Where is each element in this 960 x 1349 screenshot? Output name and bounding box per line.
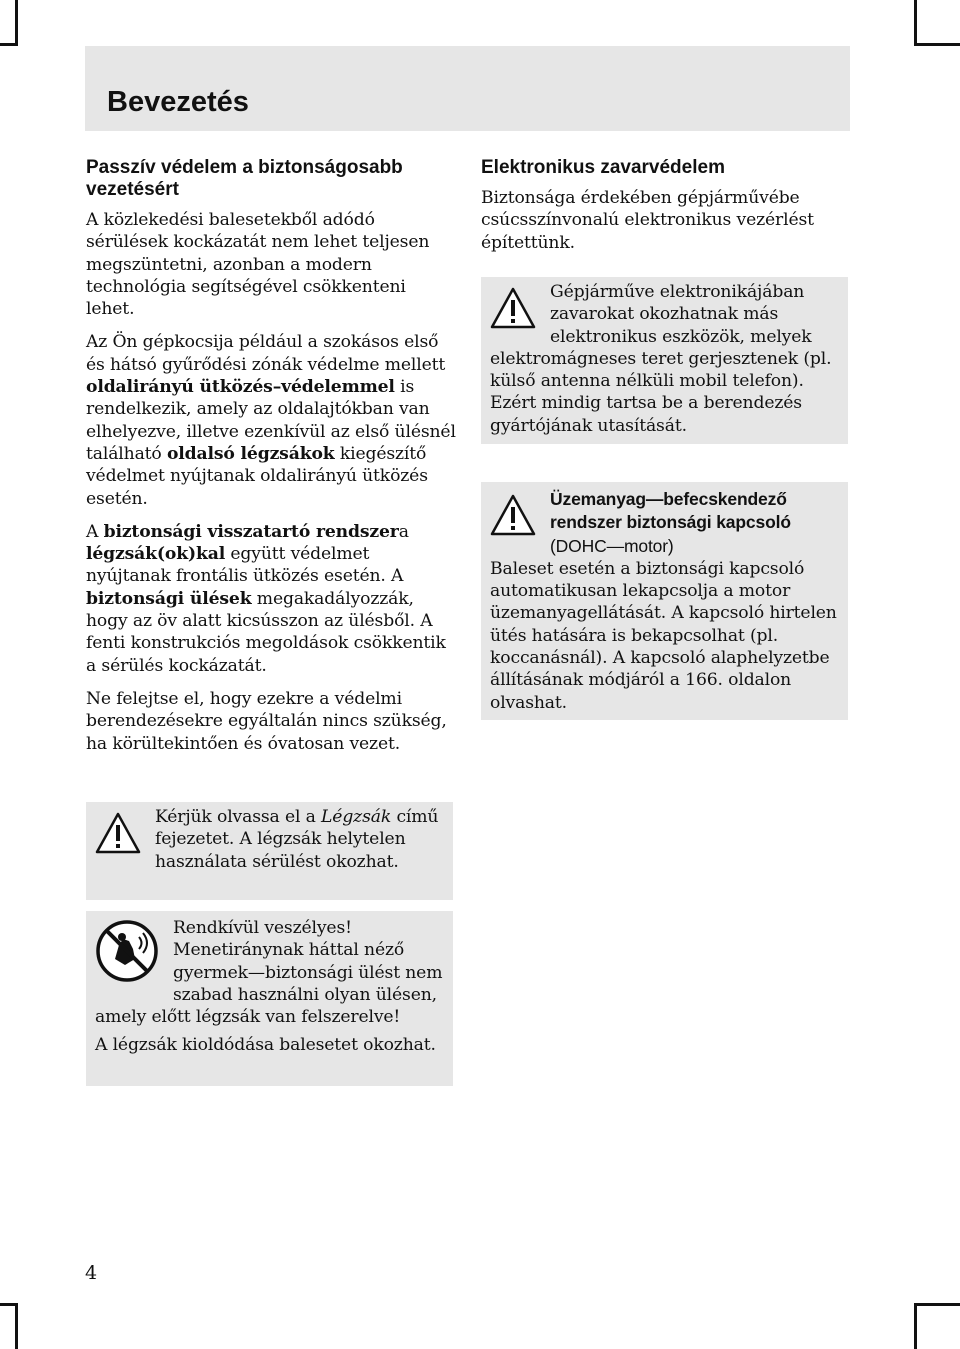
- warning-title-fuel-cutoff-switch: Üzemanyag—befecskendező rendszer biztonsági kapcsoló (DOHC—motor): [550, 489, 791, 556]
- crop-mark-bottom-left-h: [0, 1303, 18, 1306]
- header-band: [85, 46, 850, 131]
- page-title: Bevezetés: [107, 86, 249, 118]
- section-heading-passive-safety: Passzív védelem a biztonságosabb vezetésért: [86, 157, 403, 200]
- paragraph-electronic-control: Biztonsága érdekében gépjárművébe csúcsszínvonalú elektronikus vezérlést építettünk.: [481, 188, 814, 253]
- warning-text-fuel-cutoff-switch: Baleset esetén a biztonsági kapcsoló automatikusan lekapcsolja a motor üzemanyagellátását. A kapcsoló hirtelen ütés hatására is bekapcsolhat (pl. koccanásnál). A kapcsoló alaphelyzetbe állításának módjáról a 166. oldalon olvashat.: [490, 558, 837, 713]
- warning-text-electronic-interference: Gépjárműve elektronikájában zavarokat okozhatnak más elektronikus eszközök, melyek elektromágneses teret gerjesztenek (pl. külső antenna nélküli mobil telefon). Ezért mindig tartsa be a berendezés gyártójának utasítását.: [490, 282, 832, 436]
- crop-mark-top-left-h: [0, 43, 18, 46]
- warning-triangle-icon: [490, 287, 536, 329]
- crop-mark-bottom-left: [15, 1303, 18, 1349]
- warning-text-child-seat: Rendkívül veszélyes! Menetiránynak háttal néző gyermek—biztonsági ülést nem szabad használni olyan ülésen, amely előtt légzsák van felszerelve!: [95, 918, 443, 1028]
- warning-box-airbag-chapter: [86, 802, 453, 900]
- chapter-reference-airbag: Légzsák: [321, 807, 392, 827]
- right-column: [481, 157, 853, 265]
- crop-mark-bottom-right: [914, 1303, 917, 1349]
- crop-mark-top-left: [15, 0, 18, 45]
- warning-box-fuel-cutoff-switch: [481, 482, 848, 720]
- left-column: [86, 157, 458, 766]
- warning-text-airbag-deploy: A légzsák kioldódása balesetet okozhat.: [95, 1035, 436, 1056]
- no-rear-facing-child-seat-icon: [95, 919, 159, 983]
- paragraph-drive-carefully: Ne felejtse el, hogy ezekre a védelmi berendezésekre egyáltalán nincs szükség, ha körültekintően és óvatosan vezet.: [86, 688, 447, 754]
- warning-triangle-icon: [95, 812, 141, 854]
- warning-text-airbag-chapter: Kérjük olvassa el a Légzsák című fejezetet. A légzsák helytelen használata sérülést okozhat.: [155, 807, 439, 872]
- term-safety-seats: biztonsági ülések: [86, 588, 252, 609]
- term-airbags: légzsák(ok)kal: [86, 544, 226, 565]
- warning-box-child-seat: [86, 911, 453, 1086]
- crop-mark-bottom-right-h: [914, 1303, 960, 1306]
- warning-box-electronic-interference: [481, 277, 848, 444]
- paragraph-intro: A közlekedési balesetekből adódó sérülések kockázatát nem lehet teljesen megszüntetni, azonban a modern technológia segítségével csökkenteni lehet.: [86, 210, 430, 320]
- term-restraint-system: biztonsági visszatartó rendszer: [103, 521, 399, 542]
- crop-mark-top-right-h: [914, 43, 960, 46]
- paragraph-restraint-system: A biztonsági visszatartó rendszera légzsák(ok)kal együtt védelmet nyújtanak frontális ütközés esetén. A biztonsági ülések megakadályozzák, hogy az öv alatt kicsússzon az ülésből. A fenti konstrukciós megoldások csökkentik a sérülés kockázatát.: [86, 521, 446, 676]
- term-side-airbags: oldalsó légzsákok: [166, 443, 335, 464]
- warning-triangle-icon: [490, 494, 536, 536]
- section-heading-electronic-interference: Elektronikus zavarvédelem: [481, 157, 725, 178]
- page-number: 4: [85, 1262, 98, 1284]
- crop-mark-top-right: [914, 0, 917, 45]
- paragraph-side-impact: Az Ön gépkocsija például a szokásos első és hátsó gyűrődési zónák védelme mellett oldalirányú ütközés–védelemmel is rendelkezik, amely az oldalajtókban van elhelyezve, illetve ezenkívül az első ülésnél található oldalsó légzsákok kiegészítő védelmet nyújtanak oldalirányú ütközés esetén.: [86, 332, 456, 509]
- term-side-impact-protection: oldalirányú ütközés–védelemmel: [86, 377, 395, 398]
